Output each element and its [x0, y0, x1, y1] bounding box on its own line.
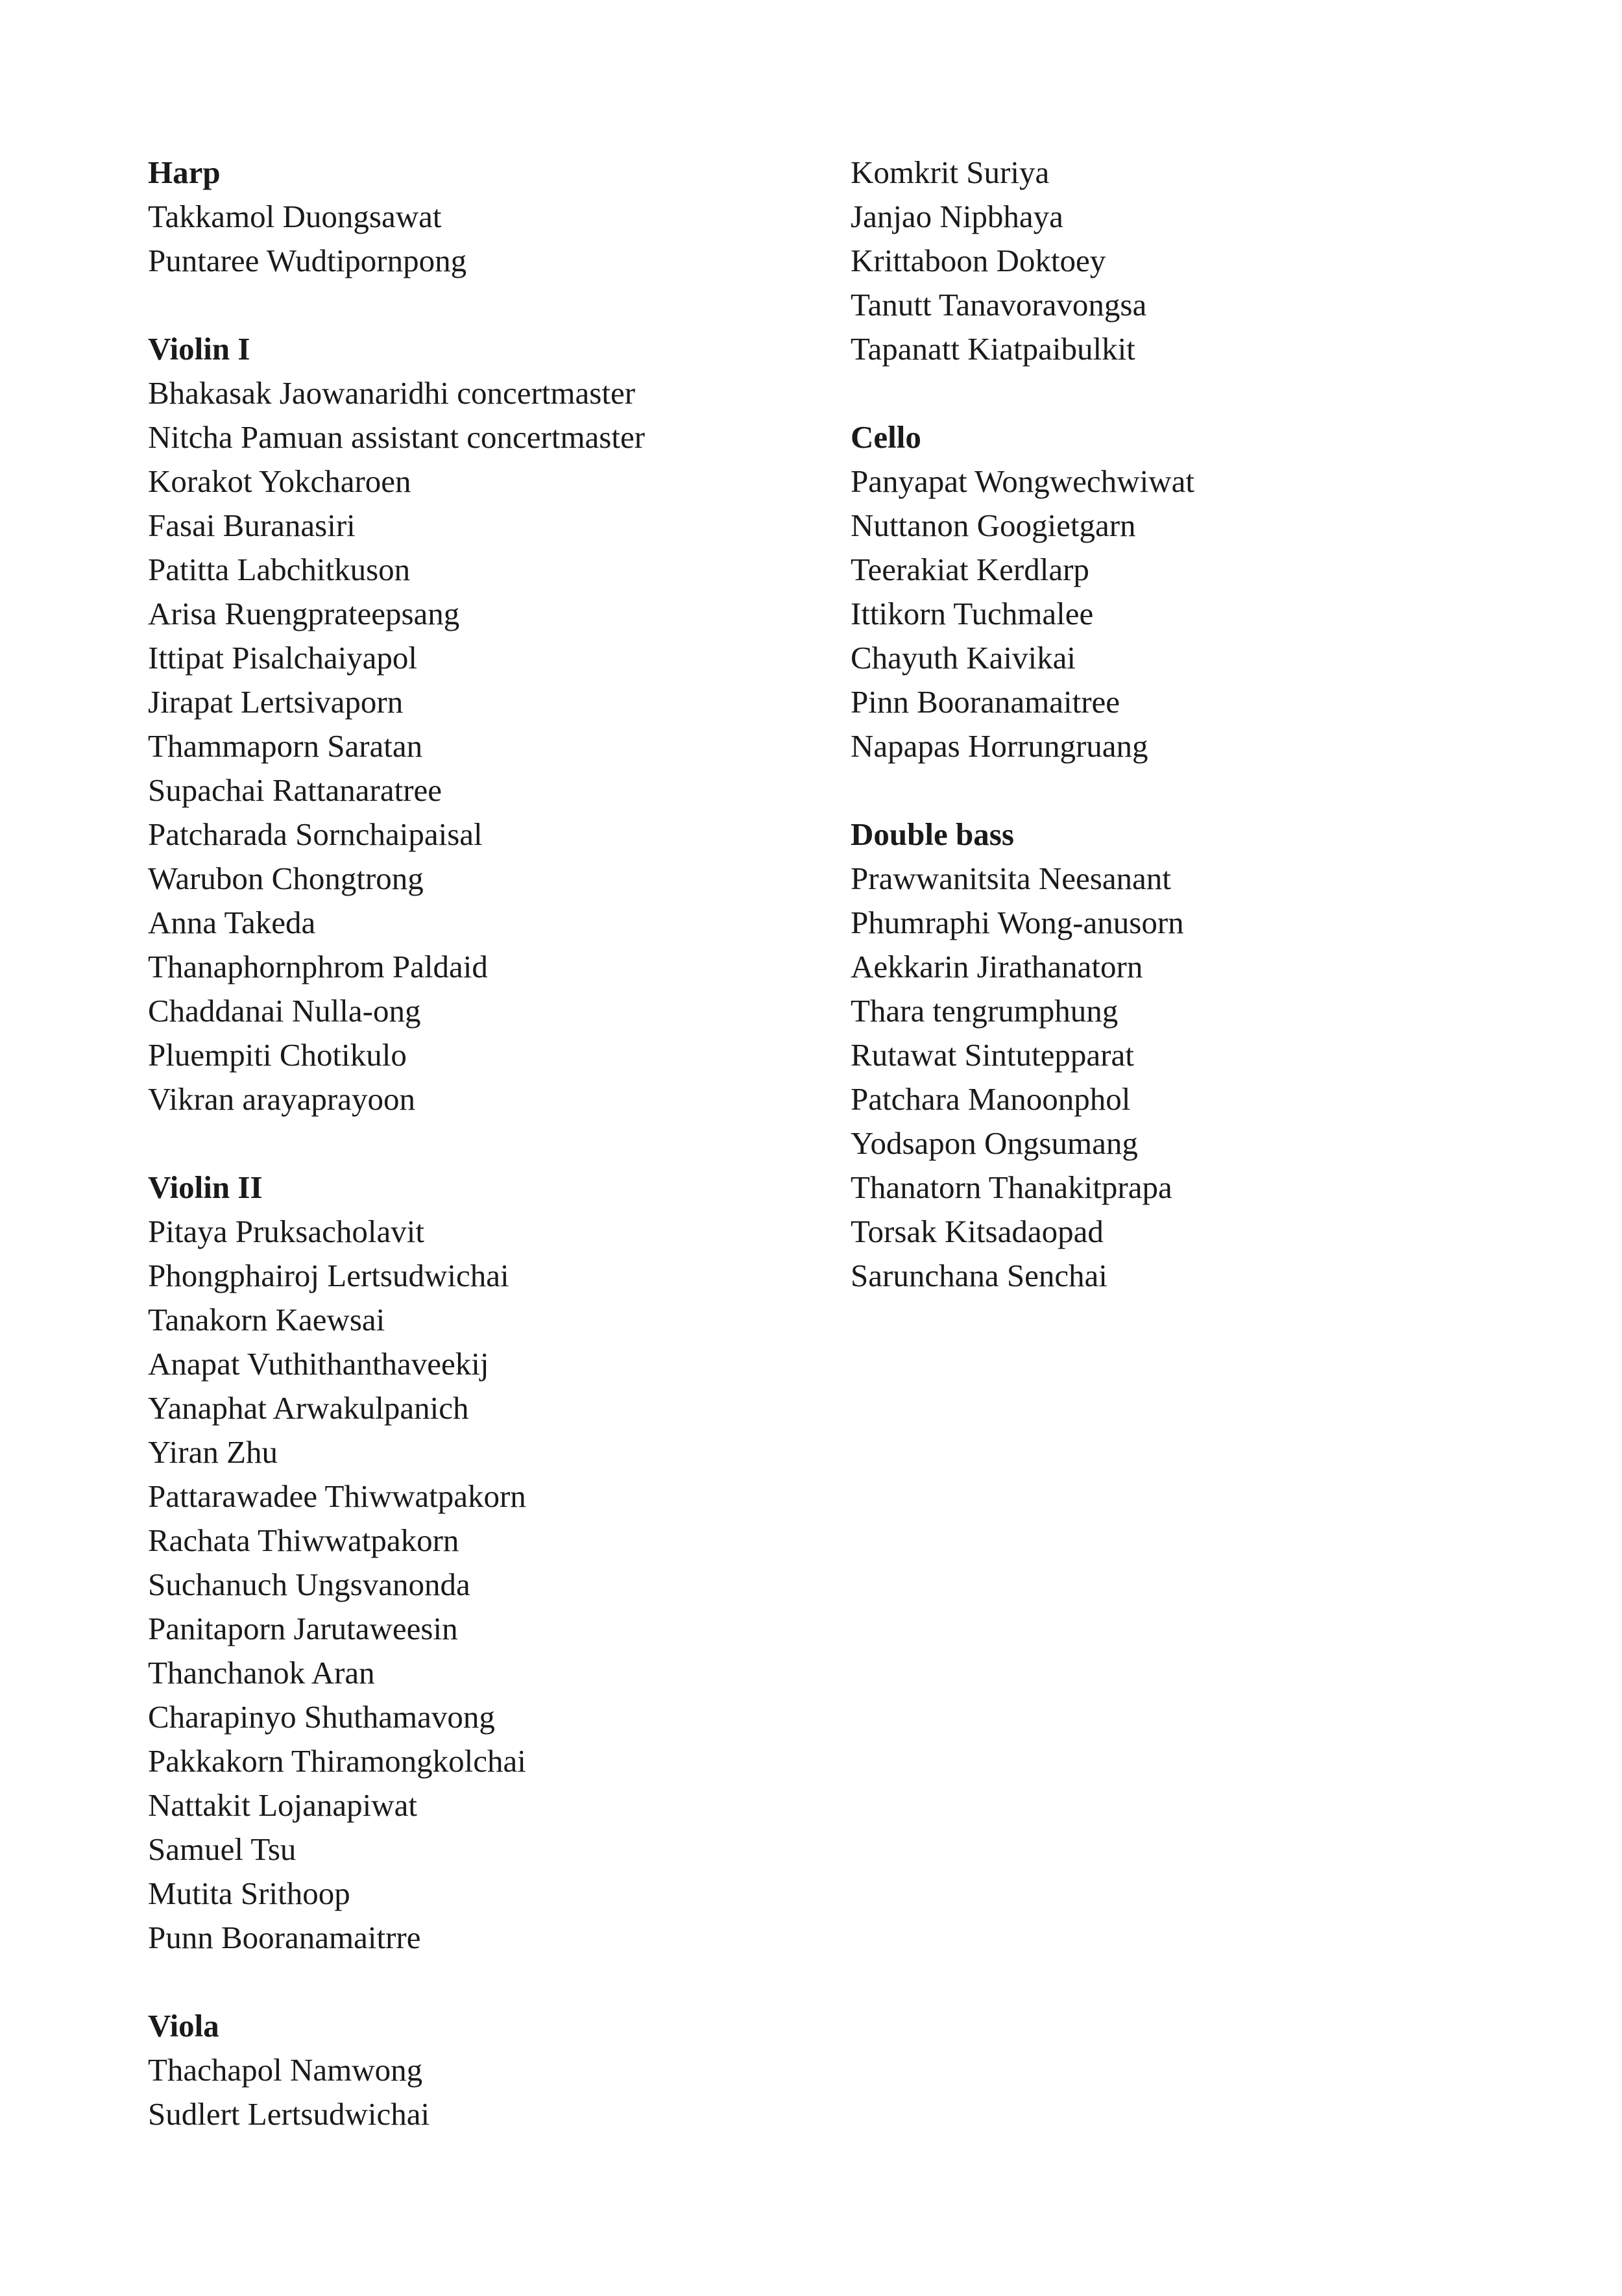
member-name: Krittaboon Doktoey	[851, 243, 1106, 278]
member-name: Yiran Zhu	[148, 1434, 278, 1470]
member-name: Panyapat Wongwechwiwat	[851, 463, 1194, 499]
member-name: Yanaphat Arwakulpanich	[148, 1390, 469, 1426]
member-name: Ittipat Pisalchaiyapol	[148, 640, 418, 676]
left-column	[148, 151, 823, 2180]
member-name: Tanutt Tanavoravongsa	[851, 287, 1147, 323]
member-name: Thammaporn Saratan	[148, 728, 423, 764]
member-name: Tanakorn Kaewsai	[148, 1302, 385, 1337]
member-name: Nuttanon Googietgarn	[851, 507, 1136, 543]
member-name: Anapat Vuthithanthaveekij	[148, 1346, 489, 1382]
member-name: Fasai Buranasiri	[148, 507, 356, 543]
member-name: Suchanuch Ungsvanonda	[148, 1567, 470, 1602]
section-title: Viola	[148, 2008, 219, 2044]
member-name: Pakkakorn Thiramongkolchai	[148, 1743, 526, 1779]
member-name: Ittikorn Tuchmalee	[851, 596, 1094, 631]
member-name: Prawwanitsita Neesanant	[851, 861, 1171, 896]
member-name: Puntaree Wudtipornpong	[148, 243, 467, 278]
member-name: Takkamol Duongsawat	[148, 199, 442, 234]
member-name: Thara tengrumphung	[851, 993, 1119, 1029]
member-name: Phumraphi Wong-anusorn	[851, 905, 1184, 940]
member-name: Thanchanok Aran	[148, 1655, 375, 1691]
member-name: Chaddanai Nulla-ong	[148, 993, 421, 1029]
member-list	[851, 857, 1499, 1298]
member-name: Chayuth Kaivikai	[851, 640, 1076, 676]
section-title: Double bass	[851, 816, 1014, 852]
member-name: Korakot Yokcharoen	[148, 463, 411, 499]
member-name: Patchara Manoonphol	[851, 1081, 1131, 1117]
member-name: Torsak Kitsadaopad	[851, 1214, 1104, 1249]
section-viola-continued	[851, 151, 1499, 371]
member-list	[851, 151, 1499, 371]
member-name: Pluempiti Chotikulo	[148, 1037, 407, 1073]
member-name: Sudlert Lertsudwichai	[148, 2096, 430, 2132]
member-name: Thachapol Namwong	[148, 2052, 423, 2088]
member-name: Pinn Booranamaitree	[851, 684, 1120, 720]
member-name: Komkrit Suriya	[851, 154, 1050, 190]
member-list	[148, 1210, 823, 1960]
member-name: Sarunchana Senchai	[851, 1258, 1108, 1293]
member-name: Samuel Tsu	[148, 1831, 297, 1867]
section-title: Cello	[851, 419, 921, 455]
member-name: Mutita Srithoop	[148, 1875, 350, 1911]
member-name: Patcharada Sornchaipaisal	[148, 816, 483, 852]
member-name: Thanaphornphrom Paldaid	[148, 949, 488, 984]
member-name: Anna Takeda	[148, 905, 316, 940]
member-name: Yodsapon Ongsumang	[851, 1125, 1138, 1161]
member-name: Thanatorn Thanakitprapa	[851, 1169, 1172, 1205]
member-name: Patitta Labchitkuson	[148, 552, 411, 587]
section-title: Violin II	[148, 1169, 263, 1205]
member-name: Nitcha Pamuan assistant concertmaster	[148, 419, 646, 455]
member-list	[148, 195, 823, 283]
member-name: Nattakit Lojanapiwat	[148, 1787, 417, 1823]
member-list	[148, 2048, 823, 2136]
member-name: Tapanatt Kiatpaibulkit	[851, 331, 1135, 367]
section-title: Harp	[148, 154, 221, 190]
member-list	[148, 371, 823, 1121]
member-name: Janjao Nipbhaya	[851, 199, 1063, 234]
section-violin-1	[148, 327, 823, 1121]
section-double-bass	[851, 812, 1499, 1298]
section-harp	[148, 151, 823, 283]
member-name: Napapas Horrungruang	[851, 728, 1148, 764]
member-name: Pitaya Pruksacholavit	[148, 1214, 424, 1249]
member-name: Phongphairoj Lertsudwichai	[148, 1258, 509, 1293]
member-name: Jirapat Lertsivaporn	[148, 684, 404, 720]
member-name: Panitaporn Jarutaweesin	[148, 1611, 458, 1646]
member-name: Aekkarin Jirathanatorn	[851, 949, 1143, 984]
member-name: Charapinyo Shuthamavong	[148, 1699, 495, 1735]
member-name: Pattarawadee Thiwwatpakorn	[148, 1478, 526, 1514]
member-name: Arisa Ruengprateepsang	[148, 596, 460, 631]
member-name: Punn Booranamaitrre	[148, 1920, 421, 1955]
member-list	[851, 459, 1499, 768]
section-title: Violin I	[148, 331, 250, 367]
member-name: Supachai Rattanaratree	[148, 772, 442, 808]
section-viola	[148, 2004, 823, 2136]
member-name: Rachata Thiwwatpakorn	[148, 1522, 459, 1558]
member-name: Warubon Chongtrong	[148, 861, 424, 896]
section-violin-2	[148, 1166, 823, 1960]
right-column	[851, 151, 1499, 1342]
member-name: Vikran arayaprayoon	[148, 1081, 416, 1117]
member-name: Rutawat Sintutepparat	[851, 1037, 1134, 1073]
section-cello	[851, 415, 1499, 768]
member-name: Bhakasak Jaowanaridhi concertmaster	[148, 375, 636, 411]
member-name: Teerakiat Kerdlarp	[851, 552, 1089, 587]
